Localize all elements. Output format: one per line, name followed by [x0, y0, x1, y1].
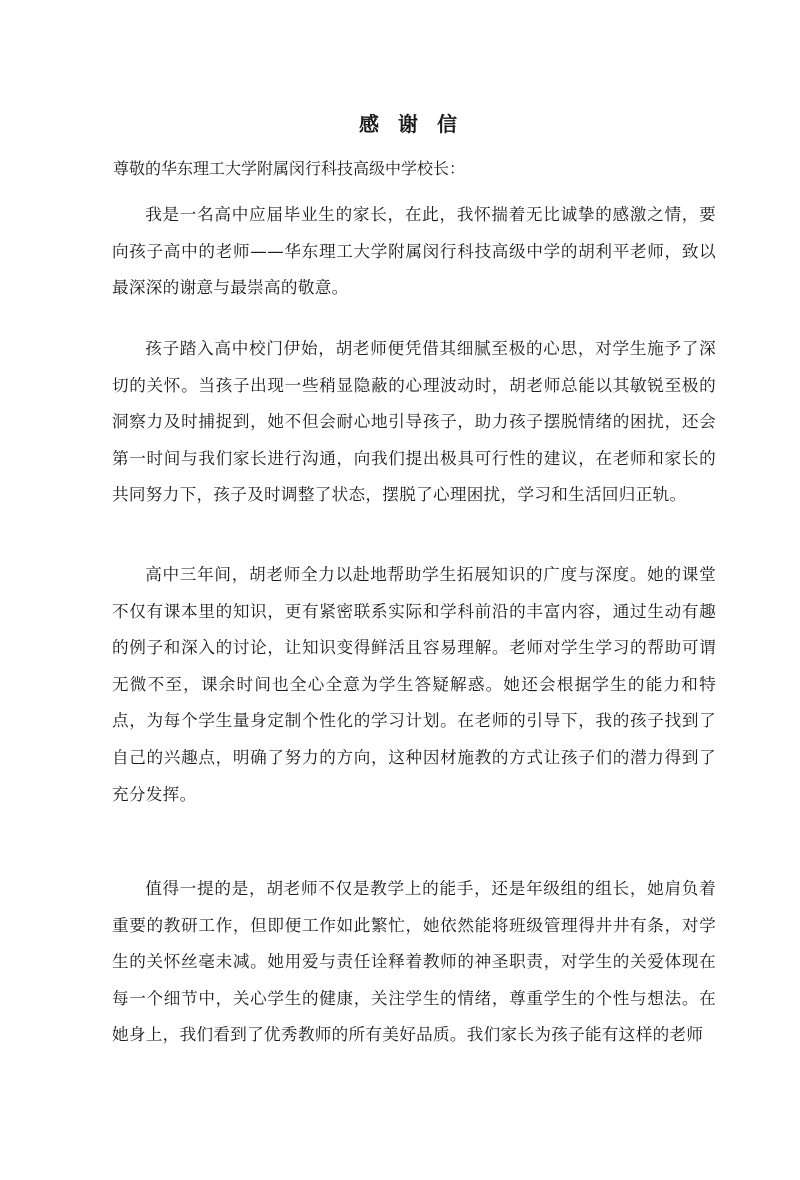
letter-paragraph-3: 高中三年间，胡老师全力以赴地帮助学生拓展知识的广度与深度。她的课堂不仅有课本里的知识，更有紧密联系实际和学科前沿的丰富内容，通过生动有趣的例子和深入的讨论，让知识变得鲜活且容易理解。老师对学生学习的帮助可谓无微不至，课余时间也全心全意为学生答疑解惑。她还会根据学生的能力和特点，为每个学生量身定制个性化的学习计划。在老师的引导下，我的孩子找到了自己的兴趣点，明确了努力的方向，这种因材施教的方式让孩子们的潜力得到了充分发挥。 [112, 565, 716, 804]
letter-title: 感 谢 信 [359, 112, 463, 136]
letter-salutation: 尊敬的华东理工大学附属闵行科技高级中学校长： [113, 159, 466, 178]
letter-paragraph-2: 孩子踏入高中校门伊始，胡老师便凭借其细腻至极的心思，对学生施予了深切的关怀。当孩子出现一些稍显隐蔽的心理波动时，胡老师总能以其敏锐至极的洞察力及时捕捉到，她不但会耐心地引导孩子，助力孩子摆脱情绪的困扰，还会第一时间与我们家长进行沟通，向我们提出极具可行性的建议，在老师和家长的共同努力下，孩子及时调整了状态，摆脱了心理困扰，学习和生活回归正轨。 [112, 339, 716, 505]
letter-paragraph-4: 值得一提的是，胡老师不仅是教学上的能手，还是年级组的组长，她肩负着重要的教研工作，但即便工作如此繁忙，她依然能将班级管理得井井有条，对学生的关怀丝毫未减。她用爱与责任诠释着教师的神圣职责，对学生的关爱体现在每一个细节中，关心学生的健康，关注学生的情绪，尊重学生的个性与想法。在她身上，我们看到了优秀教师的所有美好品质。我们家长为孩子能有这样的老师 [112, 879, 716, 1045]
letter-paragraph-1: 我是一名高中应届毕业生的家长，在此，我怀揣着无比诚挚的感激之情，要向孩子高中的老师——华东理工大学附属闵行科技高级中学的胡利平老师，致以最深深的谢意与最崇高的敬意。 [112, 205, 716, 298]
